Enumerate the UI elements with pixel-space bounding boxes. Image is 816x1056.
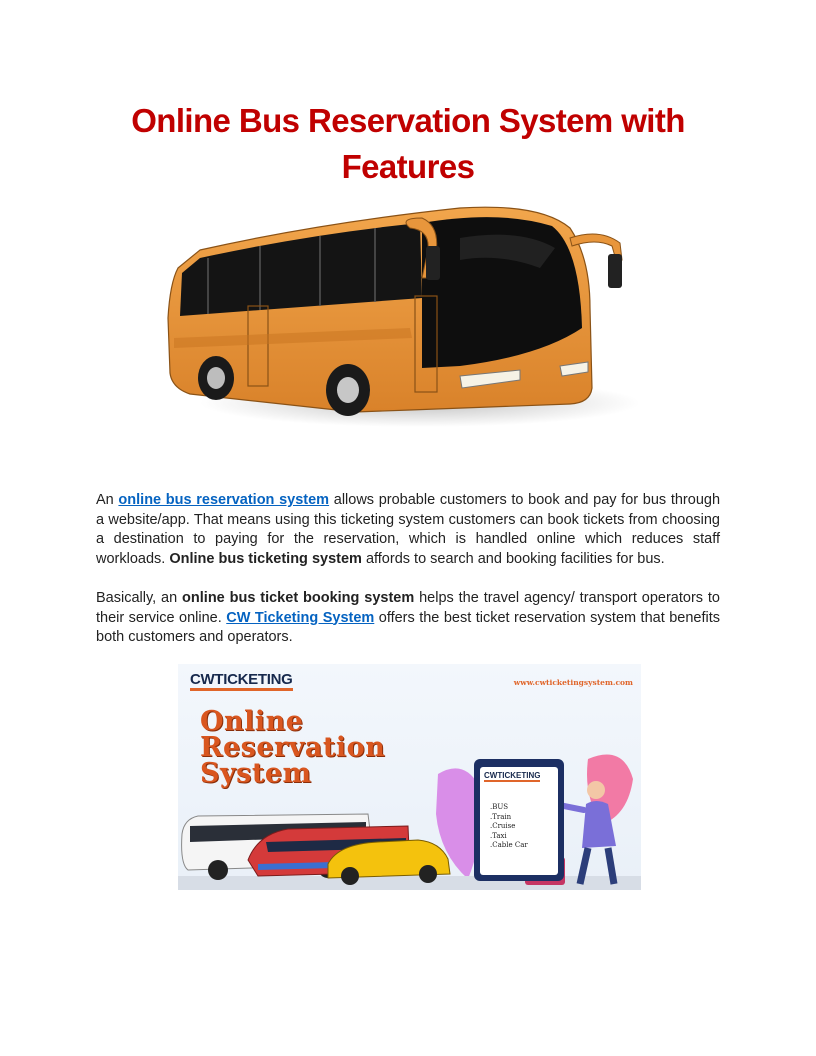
cw-ticketing-system-link[interactable]: CW Ticketing System: [226, 609, 375, 626]
bus-illustration: [160, 198, 640, 448]
list-item: .Cruise: [490, 822, 516, 830]
paragraph-text: allows probable customers to book and pay for bus through a website/app. That means using this ticketing system customers can book tickets from choosing a destination to paying for the reservation, which is handled online which reduces staff workloads.: [96, 492, 721, 567]
ticket-board-panel: [480, 767, 558, 875]
banner-url: www.cwticketingsystem.com: [513, 678, 633, 687]
promo-banner: [178, 664, 641, 890]
second-paragraph: [96, 589, 720, 648]
list-item: .BUS: [490, 803, 509, 811]
title-line-2: Features: [341, 148, 475, 185]
banner-headline-line: System: [200, 758, 312, 789]
paragraph-text: affords to search and booking facilities for bus.: [361, 550, 665, 567]
paragraph-text: Basically, an: [96, 590, 183, 606]
list-item: .Cable Car: [490, 841, 528, 849]
banner-headline-line: Reservation: [200, 732, 386, 763]
intro-paragraph: [96, 491, 720, 569]
paragraph-bold-text: Online bus ticketing system: [169, 550, 362, 567]
paragraph-text: helps the travel agency/ transport operators to their service online.: [96, 590, 720, 626]
cw-ticketing-logo: CWTICKETING: [190, 672, 293, 691]
list-item: .Train: [490, 812, 512, 821]
banner-headline-line: Online: [200, 706, 304, 737]
page-title: [96, 98, 720, 190]
banner-illustration: [178, 664, 641, 890]
list-item: .Taxi: [490, 831, 507, 840]
paragraph-text: offers the best ticket reservation system that benefits both customers and operators.: [96, 609, 720, 645]
paragraph-text: An: [96, 492, 119, 508]
title-line-1: Online Bus Reservation System with: [131, 102, 685, 139]
board-logo: CWTICKETING: [484, 771, 541, 780]
transport-list: [490, 803, 528, 851]
online-bus-reservation-link[interactable]: online bus reservation system: [118, 492, 330, 508]
paragraph-bold-text: online bus ticket booking system: [182, 590, 415, 606]
ticket-board: [474, 759, 564, 881]
